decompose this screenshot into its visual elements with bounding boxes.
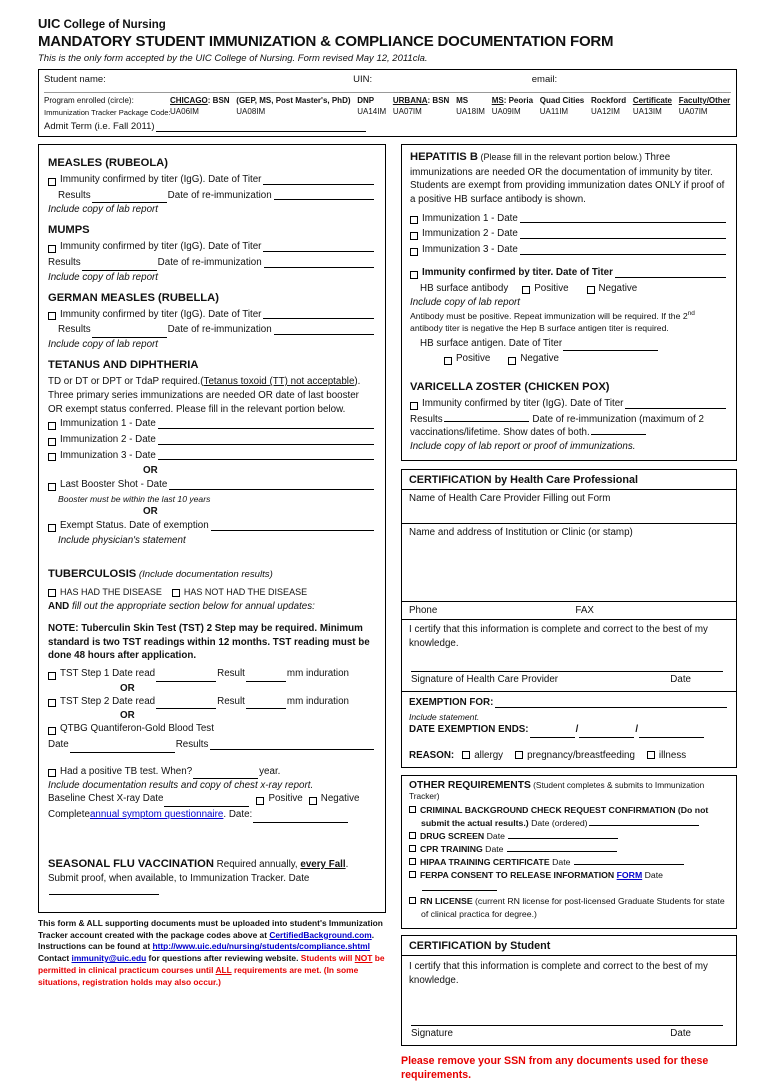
tetanus-imm2-checkbox[interactable] (48, 438, 56, 446)
varicella-titer-label: Immunity confirmed by titer (IgG). Date of Titer (422, 397, 624, 409)
rubella-titer-checkbox[interactable] (48, 312, 56, 320)
mumps-results-label: Results (48, 257, 81, 269)
tb-has-had-label: HAS HAD THE DISEASE (60, 586, 162, 597)
tetanus-or-2: OR (143, 505, 158, 517)
tetanus-imm1-blank[interactable] (158, 428, 374, 429)
mumps-titer-date-blank[interactable] (263, 251, 374, 252)
revision-note: This is the only form accepted by the UIC College of Nursing. Form revised May 12, 2011cla. (38, 53, 428, 64)
cpr-training-checkbox[interactable] (409, 845, 416, 852)
hipaa-training-item: HIPAA TRAINING CERTIFICATE Date (409, 856, 729, 869)
admit-term-row (44, 121, 731, 132)
hepatitis-box (401, 144, 737, 461)
reason-row (409, 750, 729, 761)
drug-screen-item: DRUG SCREEN Date (409, 830, 729, 843)
measles-titer-label: Immunity confirmed by titer (IgG). Date of Titer (60, 174, 262, 185)
provider-name-label: Name of Health Care Provider Filling out Form (409, 493, 611, 505)
hep-imm1-blank[interactable] (520, 222, 726, 223)
reason-allergy-label: allergy (474, 749, 504, 761)
qtbg-label: QTBG Quantiferon-Gold Blood Test (60, 723, 214, 735)
positive-tb-year-label: year. (259, 765, 281, 777)
varicella-reimm-blank[interactable] (591, 427, 646, 435)
varicella-results-blank[interactable] (444, 414, 529, 422)
criminal-background-checkbox[interactable] (409, 806, 416, 813)
tb-has-not-checkbox[interactable] (172, 589, 180, 597)
ferpa-consent-item: FERPA CONSENT TO RELEASE INFORMATION FORM Date (409, 869, 729, 895)
tb-has-not-label: HAS NOT HAD THE DISEASE (183, 586, 308, 597)
baseline-xray-label: Baseline Chest X-ray Date (48, 793, 164, 805)
cert-pro-title: CERTIFICATION by Health Care Professional (402, 470, 736, 490)
section-mumps (48, 224, 376, 282)
hep-imm3-blank[interactable] (520, 254, 726, 255)
drug-screen-date-blank[interactable] (508, 831, 618, 839)
hep-imm2-label: Immunization 2 - Date (422, 228, 518, 240)
program-option: CHICAGO: BSN (170, 96, 230, 105)
form-header (38, 16, 737, 64)
date-exemption-ends-label: DATE EXEMPTION ENDS: (409, 724, 529, 736)
xray-positive-checkbox[interactable] (256, 797, 264, 805)
complete-label: Complete (48, 809, 90, 821)
rn-license-item: RN LICENSE (current RN license for post-licensed Graduate Students for state of clinical practica for degree.) (409, 895, 729, 921)
drug-screen-checkbox[interactable] (409, 832, 416, 839)
provider-signature-line[interactable] (411, 658, 723, 672)
tst2-result-label: Result (217, 695, 245, 707)
reason-pregnancy-checkbox[interactable] (515, 751, 523, 759)
cpr-training-item: CPR TRAINING Date (409, 843, 729, 856)
hep-imm1-checkbox[interactable] (410, 216, 418, 224)
tetanus-exempt-note: Include physician's statement (58, 534, 186, 546)
phone-label: Phone (409, 605, 438, 617)
program-option: Certificate (632, 96, 672, 105)
flu-text: SEASONAL FLU VACCINATION Required annually, every Fall. Submit proof, when available, to Immunization Tracker. Date (48, 857, 376, 900)
mumps-lab-note: Include copy of lab report (48, 271, 159, 283)
package-code: UA13IM (632, 107, 662, 116)
tb-or-2: OR (120, 710, 135, 722)
tetanus-booster-label: Last Booster Shot - Date (60, 479, 168, 491)
package-code: UA07IM (678, 107, 708, 116)
measles-reimm-blank[interactable] (274, 199, 374, 200)
reason-pregnancy-label: pregnancy/breastfeeding (527, 749, 635, 761)
xray-negative-label: Negative (320, 793, 360, 805)
ssn-warning: Please remove your SSN from any documents used for these requirements. (401, 1054, 709, 1081)
include-statement-note: Include statement. (409, 712, 480, 723)
tst1-result-label: Result (217, 667, 245, 679)
rn-license-checkbox[interactable] (409, 897, 416, 904)
hep-imm2-checkbox[interactable] (410, 232, 418, 240)
student-signature-label: Signature (411, 1027, 453, 1039)
certify-statement: I certify that this information is complete and correct to the best of my knowledge. (409, 624, 708, 649)
tetanus-imm3-checkbox[interactable] (48, 453, 56, 461)
package-code: UA14IM (357, 107, 387, 116)
phone-fax-row[interactable] (402, 602, 736, 620)
tetanus-or-1: OR (143, 465, 158, 477)
cpr-training-date-blank[interactable] (507, 844, 617, 852)
hb-antibody-label: HB surface antibody (420, 282, 509, 294)
section-tuberculosis (48, 568, 376, 823)
certification-professional-box (401, 469, 737, 768)
institution-field[interactable] (402, 524, 736, 602)
provider-signature-label: Signature of Health Care Provider (411, 674, 559, 686)
tb-or-1: OR (120, 682, 135, 694)
reason-allergy-checkbox[interactable] (462, 751, 470, 759)
ferpa-date-blank[interactable] (422, 883, 497, 891)
hep-titer-date-blank[interactable] (615, 277, 726, 278)
hepatitis-intro: HEPATITIS B (Please fill in the relevant portion below.) Three immunizations are needed OR the documentation of immunity by titer. Students are exempt from providing immunization dates ONLY if proof of a positive HB surface antibody is shown. (410, 151, 725, 206)
tetanus-booster-note: Booster must be within the last 10 years (58, 493, 211, 504)
measles-lab-note: Include copy of lab report (48, 204, 159, 216)
hep-lab-note: Include copy of lab report (410, 297, 521, 309)
varicella-titer-date-blank[interactable] (625, 408, 726, 409)
tst2-label: TST Step 2 Date read (60, 695, 156, 707)
tb-and-line: AND fill out the appropriate section below for annual updates: (48, 601, 315, 613)
measles-results-blank[interactable] (92, 195, 167, 203)
rubella-results-blank[interactable] (92, 330, 167, 338)
student-certify-statement: I certify that this information is complete and correct to the best of my knowledge. (409, 961, 708, 986)
exemption-section: EXEMPTION FOR: Include statement. DATE EXEMPTION ENDS: / / REASON: allergy pregnancy/breastfeeding illness (402, 692, 736, 766)
ferpa-consent-checkbox[interactable] (409, 871, 416, 878)
positive-tb-when-blank[interactable] (193, 771, 258, 779)
program-option: MS (456, 96, 469, 105)
rubella-titer-label: Immunity confirmed by titer (IgG). Date of Titer (60, 308, 262, 320)
certification-student-box (401, 935, 737, 1045)
tb-title: TUBERCULOSIS (Include documentation results) (48, 567, 273, 580)
antigen-titer-date-blank[interactable] (563, 343, 658, 351)
hep-imm2-blank[interactable] (520, 238, 726, 239)
complete-date-blank[interactable] (253, 815, 348, 823)
tetanus-booster-checkbox[interactable] (48, 483, 56, 491)
antibody-negative-checkbox[interactable] (587, 286, 595, 294)
hep-imm3-label: Immunization 3 - Date (422, 244, 518, 256)
program-option: Rockford (590, 96, 627, 105)
cert-student-title: CERTIFICATION by Student (402, 936, 736, 956)
antigen-negative-label: Negative (520, 353, 559, 365)
rubella-reimm-blank[interactable] (274, 334, 374, 335)
mumps-reimm-blank[interactable] (264, 267, 374, 268)
tetanus-title: TETANUS AND DIPHTHERIA (48, 359, 199, 372)
email-label: email: (531, 74, 558, 85)
baseline-xray-date-blank[interactable] (164, 799, 249, 807)
tb-include-note: Include documentation results and copy of chest x-ray report. (48, 780, 314, 792)
package-code: UA06IM (170, 107, 199, 116)
antibody-positive-checkbox[interactable] (522, 286, 530, 294)
antibody-positive-label: Positive (534, 282, 569, 294)
student-date-label: Date (670, 1027, 691, 1039)
program-option: URBANA: BSN (392, 96, 450, 105)
positive-tb-checkbox[interactable] (48, 769, 56, 777)
qtbg-date-blank[interactable] (70, 745, 175, 753)
criminal-background-item: CRIMINAL BACKGROUND CHECK REQUEST CONFIRMATION (Do not submit the actual results.) Date (ordered) (409, 804, 729, 830)
tetanus-imm2-blank[interactable] (158, 444, 374, 445)
tetanus-booster-blank[interactable] (169, 489, 374, 490)
antigen-positive-checkbox[interactable] (444, 357, 452, 365)
tst2-date-blank[interactable] (156, 701, 216, 709)
tetanus-imm2-label: Immunization 2 - Date (60, 433, 156, 445)
reason-label: REASON: (409, 749, 455, 761)
package-code: UA07IM (392, 107, 422, 116)
hb-antigen-label: HB surface antigen. Date of Titer (420, 337, 563, 349)
tetanus-imm1-label: Immunization 1 - Date (60, 418, 156, 430)
compliance-url-link[interactable]: http://www.uic.edu/nursing/students/compliance.shtml (152, 941, 370, 952)
qtbg-checkbox[interactable] (48, 727, 56, 735)
measles-titer-date-blank[interactable] (263, 184, 374, 185)
rubella-title: GERMAN MEASLES (RUBELLA) (48, 291, 219, 304)
rubella-results-label: Results (58, 324, 91, 336)
provider-date-label: Date (670, 674, 691, 686)
measles-results-label: Results (58, 189, 91, 201)
mumps-titer-label: Immunity confirmed by titer (IgG). Date of Titer (60, 241, 262, 253)
immunization-box (38, 144, 386, 913)
section-measles (48, 157, 376, 215)
program-grid (44, 96, 731, 117)
complete-date-label: . Date: (223, 809, 253, 821)
section-tetanus (48, 359, 376, 546)
section-flu (48, 857, 376, 900)
tb-has-had-checkbox[interactable] (48, 589, 56, 597)
hep-imm3-checkbox[interactable] (410, 248, 418, 256)
immunity-email-link[interactable]: immunity@uic.edu (71, 953, 147, 964)
exemption-for-blank[interactable] (495, 707, 727, 708)
package-code: UA09IM (491, 107, 521, 116)
upload-instructions: This form & ALL supporting documents must be uploaded into student's Immunization Tracker account created with the package codes above at CertifiedBackground.com. Instructions can be found at http://www.uic.edu/nursing/students/compliance.shtml Contact immunity@uic.edu for questions after reviewing website. Students will NOT be permitted in clinical practicum courses until ALL requirements are met. (In some situations, registration holds may also occur.) (38, 917, 385, 987)
program-option: (GEP, MS, Post Master's, PhD) (236, 96, 351, 105)
left-column (38, 144, 386, 988)
antigen-negative-checkbox[interactable] (508, 357, 516, 365)
tetanus-exempt-label: Exempt Status. Date of exemption (60, 519, 209, 531)
annual-symptom-questionnaire-link[interactable]: annual symptom questionnaire (89, 809, 224, 821)
criminal-background-date-blank[interactable] (589, 818, 699, 826)
student-info-box (38, 69, 737, 137)
other-requirements-title: OTHER REQUIREMENTS (Student completes & submits to Immunization Tracker) (409, 779, 705, 801)
cert-student-body (402, 956, 736, 1044)
admit-term-label: Admit Term (i.e. Fall 2011) (44, 121, 155, 132)
tst1-label: TST Step 1 Date read (60, 667, 156, 679)
antibody-negative-label: Negative (598, 282, 638, 294)
reason-illness-checkbox[interactable] (647, 751, 655, 759)
antibody-note: Antibody must be positive. Repeat immunization will be required. If the 2nd antibody titer is negative the Hep B surface antigen titer is required. (410, 310, 695, 333)
tetanus-exempt-checkbox[interactable] (48, 524, 56, 532)
other-requirements-box (401, 775, 737, 929)
uin-label: UIN: (353, 74, 373, 85)
tst2-induration-label: mm induration (286, 695, 349, 707)
exemption-for-label: EXEMPTION FOR: (409, 697, 494, 709)
tetanus-imm3-label: Immunization 3 - Date (60, 449, 156, 461)
tb-note: NOTE: Tuberculin Skin Test (TST) 2 Step may be required. Minimum standard is two TST readings within 12 months. TST reading must be done 48 hours after application. (48, 622, 370, 662)
mumps-title: MUMPS (48, 224, 90, 237)
college-name (38, 16, 737, 31)
program-enrolled-label: Program enrolled (circle): (44, 96, 134, 105)
tst1-checkbox[interactable] (48, 672, 56, 680)
college-label: College of Nursing (60, 19, 166, 31)
tetanus-exempt-blank[interactable] (211, 530, 374, 531)
varicella-note: Include copy of lab report or proof of immunizations. (410, 441, 636, 453)
package-code: UA08IM (236, 107, 266, 116)
mumps-reimm-label: Date of re-immunization (157, 257, 262, 269)
hep-titer-checkbox[interactable] (410, 271, 418, 279)
tst1-result-blank[interactable] (246, 674, 286, 682)
package-code-label: Immunization Tracker Package Code: (44, 108, 171, 117)
varicella-title: VARICELLA ZOSTER (CHICKEN POX) (410, 380, 610, 393)
hipaa-training-checkbox[interactable] (409, 858, 416, 865)
hep-titer-label: Immunity confirmed by titer. Date of Titer (422, 266, 613, 278)
tetanus-intro: TD or DT or DPT or TdaP required.(Tetanus toxoid (TT) not acceptable). Three primary series immunizations are needed OR date of last booster OR exempt status conferred. Please fill in the relevant portion below. (48, 376, 361, 415)
tst2-checkbox[interactable] (48, 699, 56, 707)
mumps-results-blank[interactable] (82, 263, 157, 271)
exemption-month-blank[interactable] (530, 730, 575, 738)
institution-label: Name and address of Institution or Clinic (or stamp) (409, 527, 633, 539)
measles-titer-checkbox[interactable] (48, 178, 56, 186)
tetanus-imm1-checkbox[interactable] (48, 422, 56, 430)
form-title: MANDATORY STUDENT IMMUNIZATION & COMPLIANCE DOCUMENTATION FORM (38, 33, 614, 50)
student-identity-row (44, 73, 731, 93)
tst1-induration-label: mm induration (286, 667, 349, 679)
program-option: MS: Peoria (491, 96, 534, 105)
exemption-day-blank[interactable] (579, 730, 634, 738)
rubella-titer-date-blank[interactable] (263, 318, 374, 319)
hipaa-training-date-blank[interactable] (574, 857, 684, 865)
measles-reimm-label: Date of re-immunization (167, 189, 272, 201)
xray-positive-label: Positive (268, 793, 303, 805)
student-name-label: Student name: (44, 74, 106, 85)
tetanus-imm3-blank[interactable] (158, 459, 374, 460)
certifiedbackground-link[interactable]: CertifiedBackground.com (269, 929, 372, 940)
antigen-positive-label: Positive (456, 353, 491, 365)
program-option: DNP (357, 96, 375, 105)
package-code: UA18IM (456, 107, 485, 116)
package-code: UA12IM (590, 107, 620, 116)
mumps-titer-checkbox[interactable] (48, 245, 56, 253)
qtbg-results-label: Results (175, 739, 209, 751)
measles-title: MEASLES (RUBEOLA) (48, 157, 168, 169)
qtbg-date-label: Date (48, 739, 69, 751)
admit-term-blank[interactable] (156, 124, 366, 132)
package-code: UA11IM (539, 107, 569, 116)
uic-logo: UIC (38, 16, 61, 31)
provider-name-field[interactable] (402, 490, 736, 524)
section-rubella (48, 292, 376, 350)
hep-imm1-label: Immunization 1 - Date (422, 212, 518, 224)
program-option: Quad Cities (539, 96, 585, 105)
xray-negative-checkbox[interactable] (309, 797, 317, 805)
positive-tb-label: Had a positive TB test. When? (60, 765, 193, 777)
flu-date-blank[interactable] (49, 887, 159, 895)
ferpa-form-link[interactable]: FORM (616, 870, 643, 881)
reason-illness-label: illness (658, 749, 687, 761)
rubella-lab-note: Include copy of lab report (48, 339, 159, 351)
fax-label: FAX (575, 605, 594, 617)
varicella-titer-checkbox[interactable] (410, 402, 418, 410)
right-column (401, 144, 737, 1082)
tst1-date-blank[interactable] (156, 674, 216, 682)
program-option: Faculty/Other (678, 96, 731, 105)
exemption-year-blank[interactable] (639, 730, 704, 738)
qtbg-results-blank[interactable] (210, 749, 374, 750)
tst2-result-blank[interactable] (246, 701, 286, 709)
varicella-results-line: Results Date of re-immunization (maximum of 2 vaccinations/lifetime. Show dates of both. (410, 413, 704, 439)
certify-section (402, 620, 736, 692)
rubella-reimm-label: Date of re-immunization (167, 324, 272, 336)
